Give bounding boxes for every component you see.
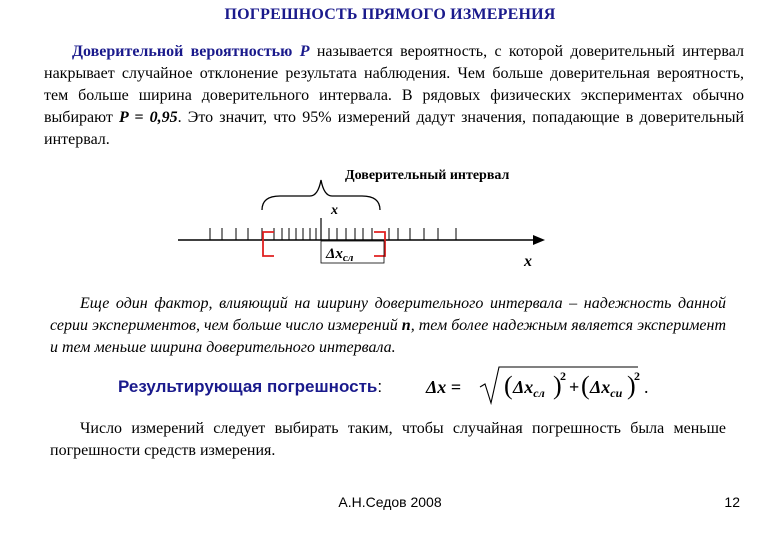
paragraph-measurement-count: Число измерений следует выбирать таким, чтобы случайная погрешность была меньше погрешности средств измерения. [50,420,726,459]
formula-paren1-open: ( [504,371,513,400]
footer-author: А.Н.Седов 2008 [338,494,442,510]
paragraph1-text2: . Это значит, что 95% измерений дадут значения, попадающие в доверительный интервал. [44,109,745,148]
interval-brace [262,180,380,210]
mean-label: x [331,203,338,218]
result-colon: : [377,377,383,396]
formula-term2: $\Delta x_{си}$ [590,377,623,400]
term-confidence-probability: Доверительной вероятностью [72,43,293,60]
result-label-text: Результирующая погрешность [118,377,378,396]
formula-plus: + [569,377,580,397]
confidence-interval-diagram [0,160,780,295]
paragraph1-text1: называется вероятность, с которой доверительный интервал накрывает случайное отклонение результата наблюдения. Чем больше доверительная вероятность, тем больше ширина доверительного интервала. В рядовых физических экспериментах обычно выбирают [44,43,745,126]
x-axis-arrow [533,235,545,245]
page-title: ПОГРЕШНОСТЬ ПРЯМОГО ИЗМЕРЕНИЯ [224,6,556,23]
interval-label: Доверительный интервал [345,168,510,183]
delta-label: $\Delta x_{сл}$ [326,246,354,264]
formula-power1: 2 [560,369,566,383]
formula-lhs: Δx = [426,377,462,397]
axis-label: x [524,253,532,270]
formula-end: . [644,377,649,397]
paragraph-confidence-probability [44,41,744,151]
formula-paren2-open: ( [581,371,590,400]
formula-term1: $\Delta x_{сл}$ [513,377,545,400]
page-number: 12 [724,494,740,510]
interval-left-bracket [263,232,274,256]
result-formula [420,363,650,409]
paragraph2-text1: Еще один фактор, влияющий на ширину доверительного интервала – надежность данной серии экспериментов, чем больше число измерений [50,295,726,334]
measurement-ticks [210,228,456,240]
term-variable-p: P [299,43,310,60]
paragraph-reliability [50,293,726,359]
result-label [118,377,382,397]
variable-n: n [401,317,411,334]
probability-equation: P = 0,95 [119,109,178,126]
formula-power2: 2 [634,369,640,383]
paragraph2-text2: , тем более надежным является эксперимент и тем меньше ширина доверительного интервала. [50,317,726,356]
interval-right-bracket [374,232,385,256]
formula-paren2-close: ) [627,371,636,400]
formula-paren1-close: ) [553,371,562,400]
